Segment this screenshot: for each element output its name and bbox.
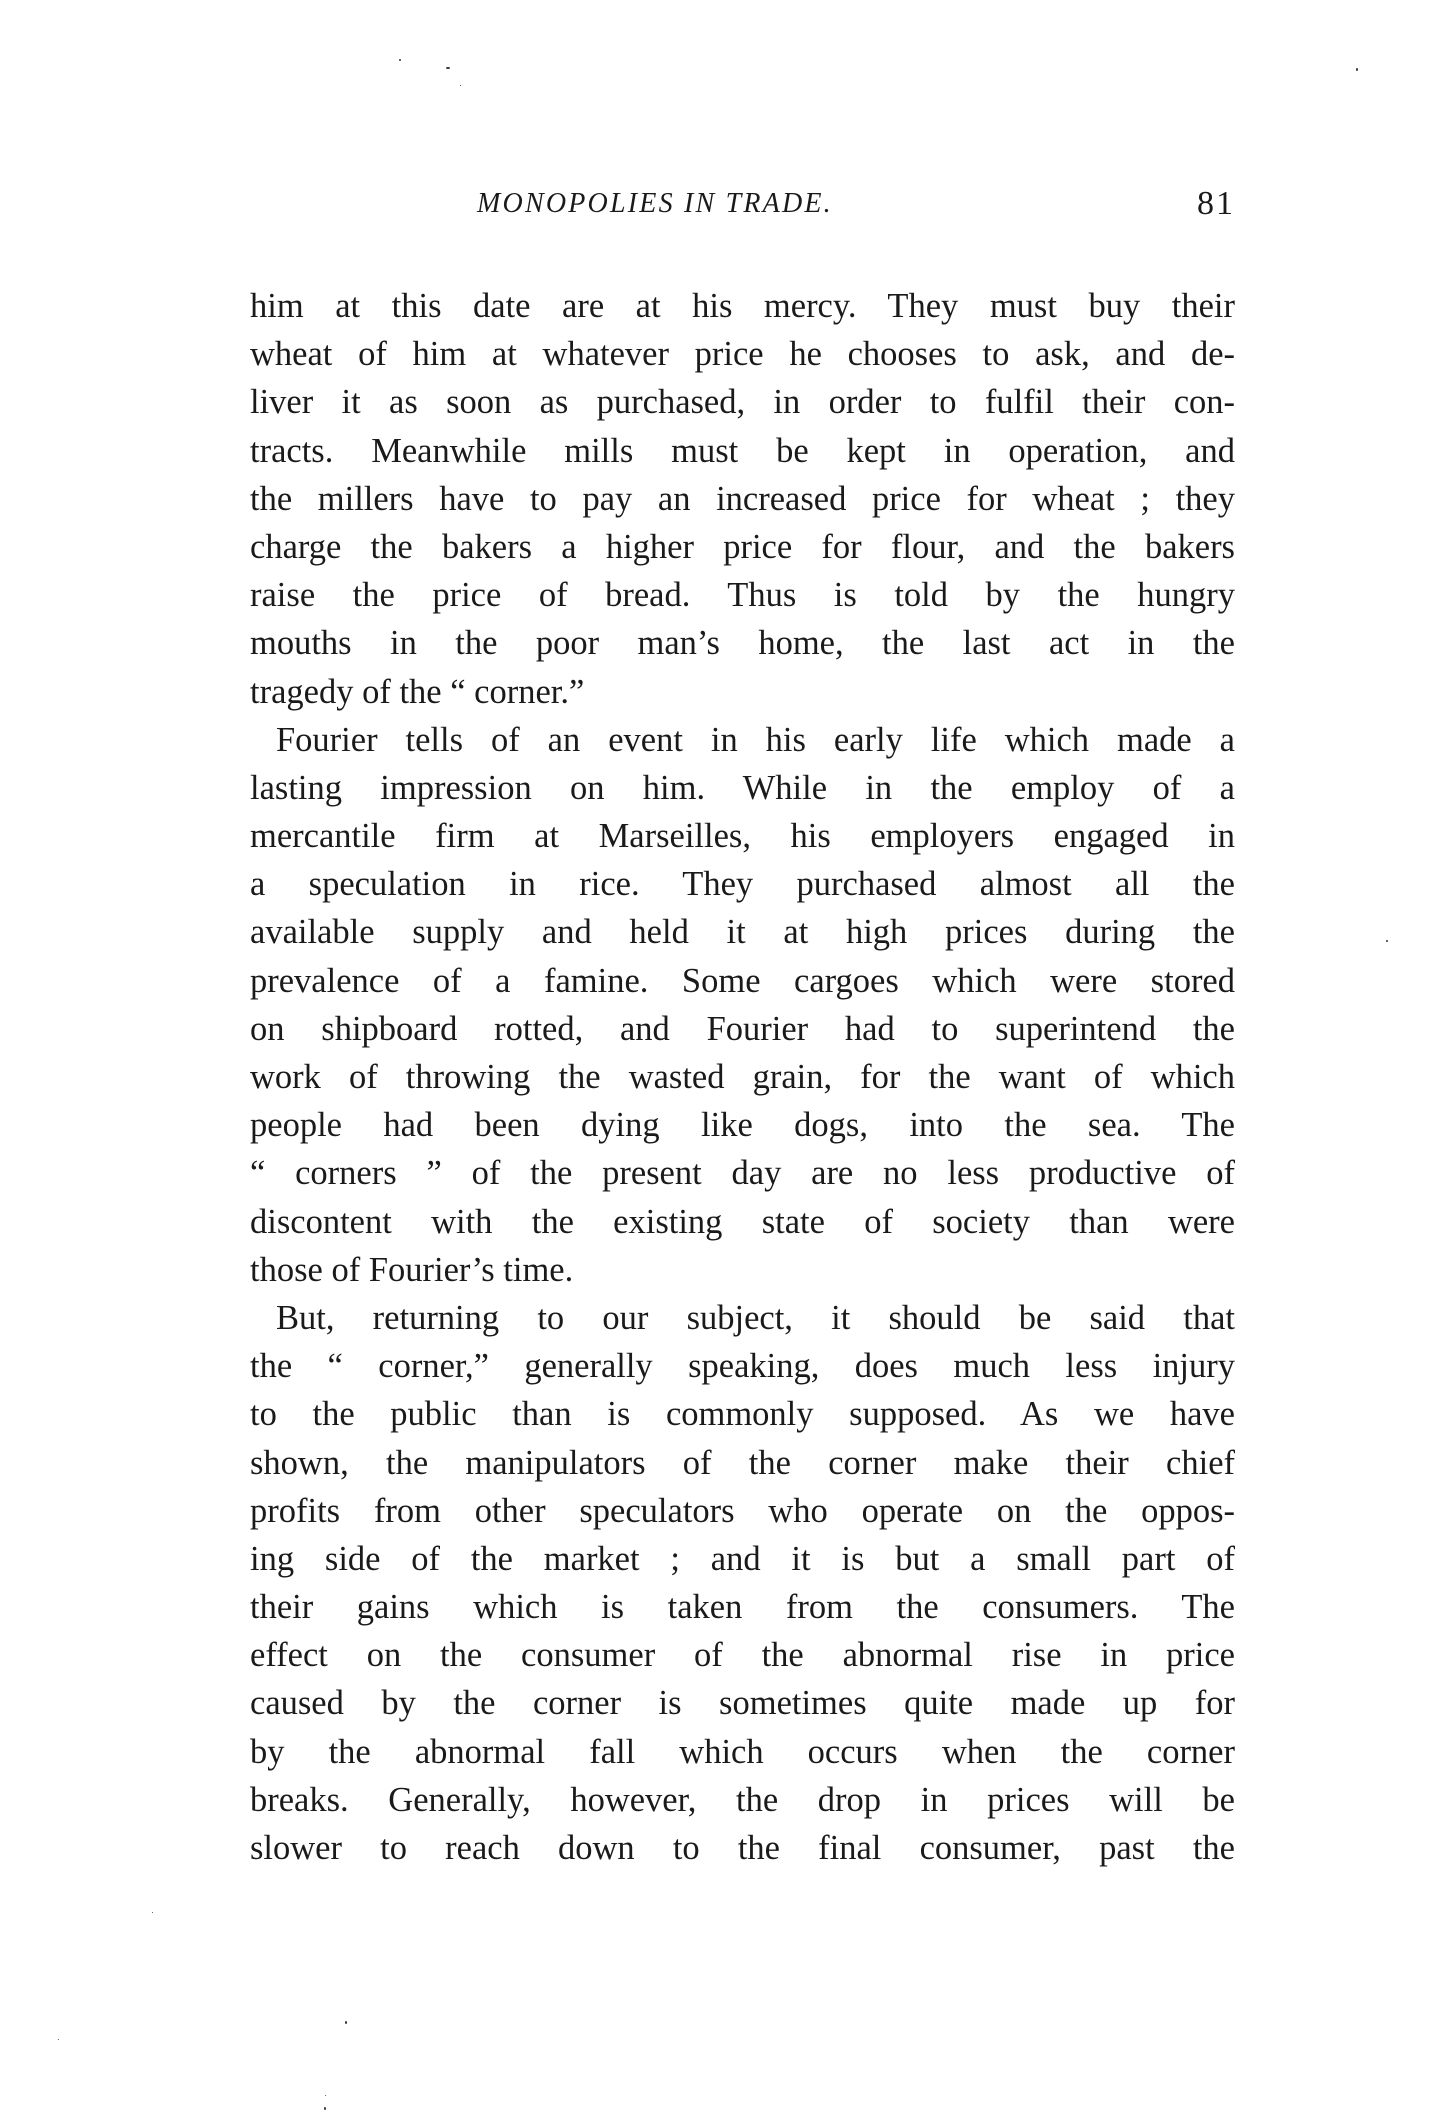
text-line: slower to reach down to the final consumer, past the [250,1829,1235,1867]
text-line: raise the price of bread. Thus is told by the hungry [250,576,1235,615]
text-line: work of throwing the wasted grain, for the want of which [250,1058,1235,1096]
scan-speck [399,59,401,61]
text-line: tracts. Meanwhile mills must be kept in operation, and [250,431,1235,470]
text-line: lasting impression on him. While in the employ of a [250,768,1235,807]
text-line: available supply and held it at high prices during the [250,913,1235,952]
paragraph-start-line: Fourier tells of an event in his early life which made a [276,720,1235,759]
running-title: MONOPOLIES IN TRADE. [477,188,833,219]
text-line: mercantile firm at Marseilles, his employers engaged in [250,817,1235,856]
text-line: charge the bakers a higher price for flour, and the bakers [250,527,1235,566]
text-line: mouths in the poor man’s home, the last act in the [250,624,1235,663]
page-number: 81 [1197,185,1235,222]
text-line: shown, the manipulators of the corner make their chief [250,1443,1235,1482]
scan-speck [1386,940,1388,942]
text-line: a speculation in rice. They purchased almost all the [250,865,1235,904]
scan-speck [446,67,450,69]
text-line: profits from other speculators who operate on the oppos- [250,1491,1235,1530]
text-line: caused by the corner is sometimes quite made up for [250,1684,1235,1723]
text-line: effect on the consumer of the abnormal rise in price [250,1636,1235,1675]
running-head [250,182,1235,226]
text-line: tragedy of the “ corner.” [250,672,585,711]
scan-speck [345,2021,347,2024]
text-line: on shipboard rotted, and Fourier had to superintend the [250,1009,1235,1048]
scan-speck [152,1912,153,1913]
text-line: wheat of him at whatever price he chooses to ask, and de- [250,335,1235,374]
scan-speck [324,2107,326,2110]
body-text [250,282,1235,1872]
text-line: the “ corner,” generally speaking, does much less injury [250,1347,1235,1386]
scan-speck [325,2095,326,2096]
text-line: to the public than is commonly supposed. As we have [250,1395,1235,1434]
scan-speck [1356,68,1358,71]
scan-speck [460,85,461,86]
scan-speck [58,2039,59,2040]
text-line: by the abnormal fall which occurs when the corner [250,1732,1235,1771]
text-line: those of Fourier’s time. [250,1250,574,1289]
text-line: people had been dying like dogs, into the sea. The [250,1106,1235,1145]
text-line: prevalence of a famine. Some cargoes which were stored [250,961,1235,1000]
text-line: liver it as soon as purchased, in order to fulfil their con- [250,383,1235,422]
text-line: breaks. Generally, however, the drop in prices will be [250,1780,1235,1819]
text-line: him at this date are at his mercy. They must buy their [250,287,1235,325]
text-line: ing side of the market ; and it is but a small part of [250,1539,1235,1578]
paragraph-start-line: But, returning to our subject, it should be said that [276,1298,1235,1337]
text-line: “ corners ” of the present day are no less productive of [250,1154,1235,1193]
text-line: their gains which is taken from the consumers. The [250,1588,1235,1627]
text-line: the millers have to pay an increased price for wheat ; they [250,479,1235,518]
text-line: discontent with the existing state of society than were [250,1202,1235,1241]
